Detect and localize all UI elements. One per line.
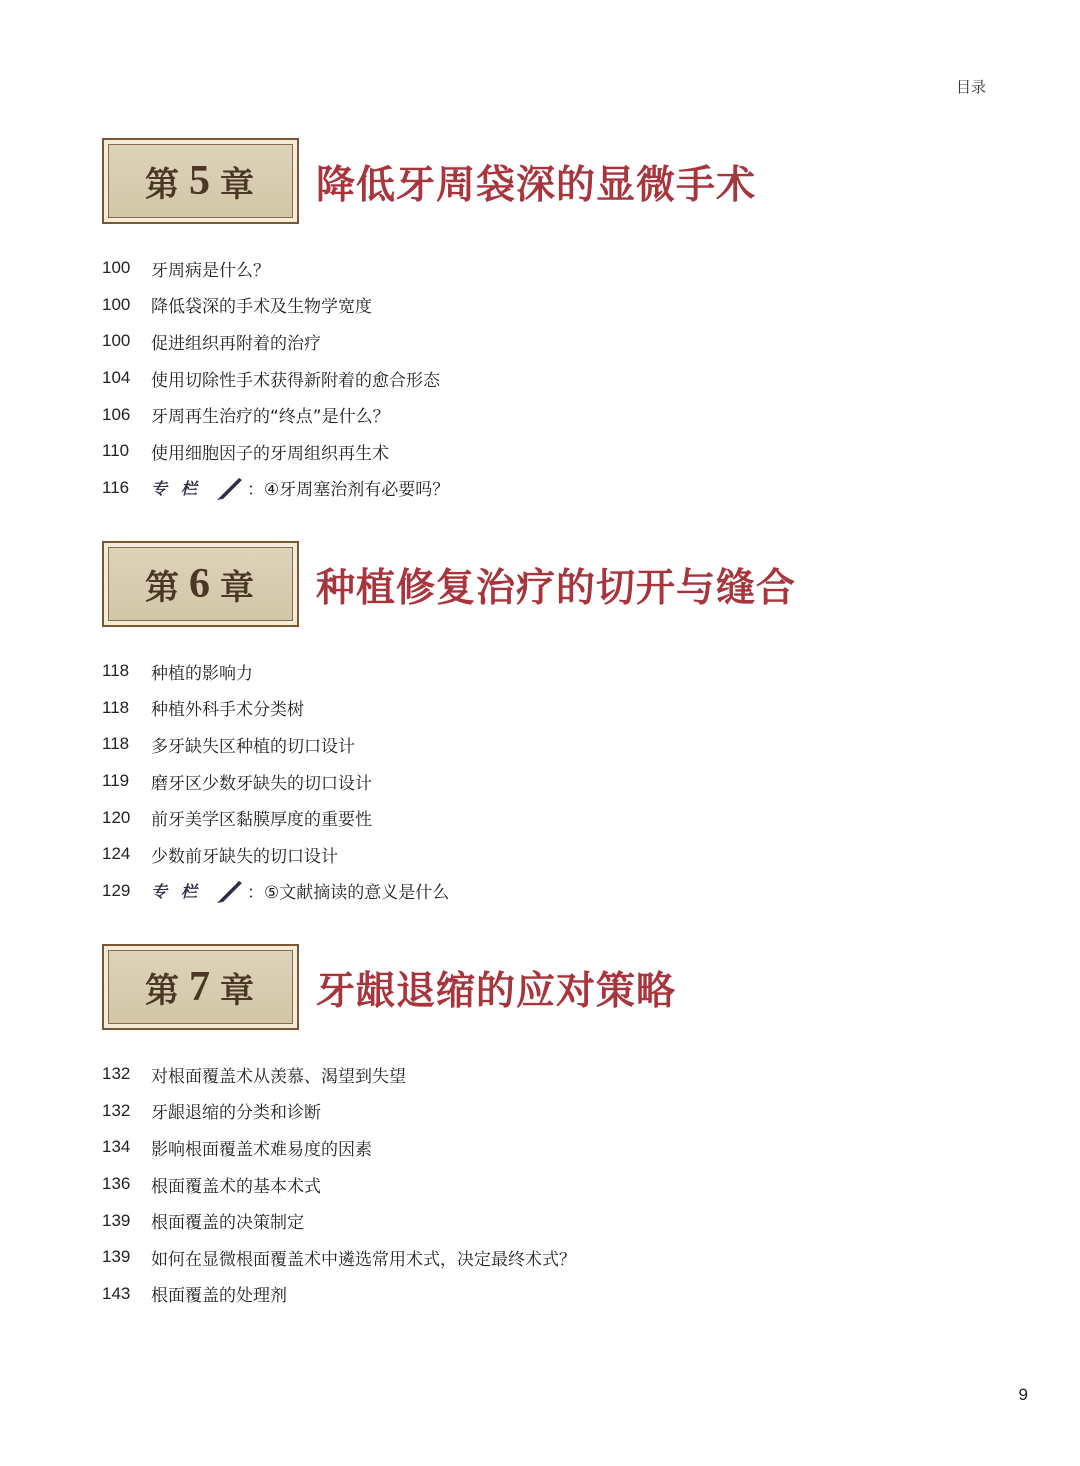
toc-entry-title: 牙周病是什么？: [151, 260, 270, 281]
toc-page-number: 100: [102, 294, 131, 314]
chapter-label-box: [102, 541, 299, 627]
chapter-header: [102, 944, 1002, 1032]
chapter-header: [102, 541, 1002, 629]
chapter-5-section: [102, 138, 1002, 506]
toc-entry-title: 根面覆盖的处理剂: [151, 1286, 287, 1307]
toc-page-number: 129: [102, 880, 131, 900]
toc-page-number: 119: [102, 771, 130, 791]
toc-page-number: 139: [102, 1210, 131, 1230]
toc-entry-title: 降低袋深的手术及生物学宽度: [151, 297, 372, 318]
toc-entry[interactable]: [102, 799, 1002, 836]
toc-page-number: 136: [102, 1174, 131, 1194]
toc-page-number: 100: [102, 331, 131, 351]
toc-list: [102, 250, 1002, 506]
toc-entry-title: 少数前牙缺失的切口设计: [151, 846, 338, 867]
toc-entry-title: 前牙美学区黏膜厚度的重要性: [151, 810, 372, 831]
toc-entry[interactable]: [102, 433, 1002, 470]
toc-entry-column[interactable]: [102, 470, 1002, 507]
chapter-label-prefix: 第: [145, 164, 181, 205]
toc-entry[interactable]: [102, 1239, 1002, 1276]
toc-entry-title: 使用切除性手术获得新附着的愈合形态: [151, 370, 440, 391]
toc-entry[interactable]: [102, 396, 1002, 433]
toc-page-number: 143: [102, 1283, 131, 1303]
toc-page-number: 118: [102, 661, 130, 681]
toc-entry-title: 使用细胞因子的牙周组织再生术: [151, 443, 389, 464]
toc-entry-title: 多牙缺失区种植的切口设计: [151, 736, 355, 757]
toc-entry-title: 牙周再生治疗的“终点”是什么？: [151, 407, 390, 428]
chapter-title: 种植修复治疗的切开与缝合: [316, 565, 797, 611]
toc-entry[interactable]: [102, 1093, 1002, 1130]
toc-entry[interactable]: [102, 1166, 1002, 1203]
toc-page-number: 124: [102, 844, 131, 864]
chapter-label: [108, 547, 293, 621]
toc-entry-title: 种植的影响力: [151, 663, 253, 684]
toc-page-number: 116: [102, 477, 130, 497]
toc-entry[interactable]: [102, 690, 1002, 727]
toc-page-number: 110: [102, 441, 130, 461]
chapter-label-suffix: 章: [220, 164, 256, 205]
toc-page-number: 118: [102, 734, 130, 754]
toc-entry[interactable]: [102, 1129, 1002, 1166]
toc-entry[interactable]: [102, 726, 1002, 763]
toc-entry[interactable]: [102, 287, 1002, 324]
toc-entry[interactable]: [102, 323, 1002, 360]
toc-entry-title: ：④牙周塞治剂有必要吗？: [247, 480, 450, 501]
chapter-header: [102, 138, 1002, 226]
toc-entry-title: 根面覆盖的决策制定: [151, 1213, 304, 1234]
page-number: 9: [1018, 1385, 1028, 1404]
toc-entry-column[interactable]: [102, 873, 1002, 910]
toc-page-number: 104: [102, 368, 131, 388]
toc-entry[interactable]: [102, 1202, 1002, 1239]
toc-entry-title: 根面覆盖术的基本术式: [151, 1176, 321, 1197]
chapter-label-prefix: 第: [145, 970, 181, 1011]
chapter-number: 7: [189, 964, 212, 1010]
toc-list: [102, 1056, 1002, 1312]
chapter-label-prefix: 第: [145, 567, 181, 608]
toc-entry[interactable]: [102, 763, 1002, 800]
toc-entry-title: 磨牙区少数牙缺失的切口设计: [151, 773, 372, 794]
chapter-number: 5: [189, 158, 212, 204]
toc-page-number: 139: [102, 1247, 131, 1267]
chapter-number: 6: [189, 561, 212, 607]
toc-entry[interactable]: [102, 836, 1002, 873]
chapter-label: [108, 950, 293, 1024]
toc-page-number: 132: [102, 1100, 131, 1120]
pen-icon: [215, 475, 245, 501]
toc-page-number: 100: [102, 258, 131, 278]
chapter-7-section: [102, 944, 1002, 1312]
running-head: 目录: [955, 78, 986, 96]
column-badge-text: 专栏: [151, 479, 212, 499]
toc-entry-title: 促进组织再附着的治疗: [151, 333, 321, 354]
toc-entry[interactable]: [102, 250, 1002, 287]
toc-entry[interactable]: [102, 1276, 1002, 1313]
chapter-label-box: [102, 944, 299, 1030]
toc-entry[interactable]: [102, 1056, 1002, 1093]
toc-entry-title: ：⑤文献摘读的意义是什么: [247, 883, 450, 904]
toc-entry[interactable]: [102, 653, 1002, 690]
toc-entry[interactable]: [102, 360, 1002, 397]
column-badge: [151, 878, 245, 904]
toc-entry-title: 如何在显微根面覆盖术中遴选常用术式，决定最终术式？: [151, 1249, 576, 1270]
chapter-label-suffix: 章: [220, 567, 256, 608]
toc-list: [102, 653, 1002, 909]
chapter-6-section: [102, 541, 1002, 909]
pen-icon: [215, 878, 245, 904]
toc-page-number: 134: [102, 1137, 131, 1157]
column-badge: [151, 475, 245, 501]
toc-page-number: 132: [102, 1064, 131, 1084]
toc-entry-title: 影响根面覆盖术难易度的因素: [151, 1139, 372, 1160]
toc-page-number: 106: [102, 404, 131, 424]
column-badge-text: 专栏: [151, 882, 212, 902]
toc-entry-title: 种植外科手术分类树: [151, 700, 304, 721]
chapter-title: 牙龈退缩的应对策略: [316, 968, 677, 1014]
chapter-label-suffix: 章: [220, 970, 256, 1011]
toc-entry-title: 牙龈退缩的分类和诊断: [151, 1103, 321, 1124]
chapter-label: [108, 144, 293, 218]
chapter-title: 降低牙周袋深的显微手术: [316, 162, 757, 208]
toc-entry-title: 对根面覆盖术从羡慕、渴望到失望: [151, 1066, 406, 1087]
chapter-label-box: [102, 138, 299, 224]
toc-page-number: 118: [102, 697, 130, 717]
toc-page-number: 120: [102, 807, 131, 827]
